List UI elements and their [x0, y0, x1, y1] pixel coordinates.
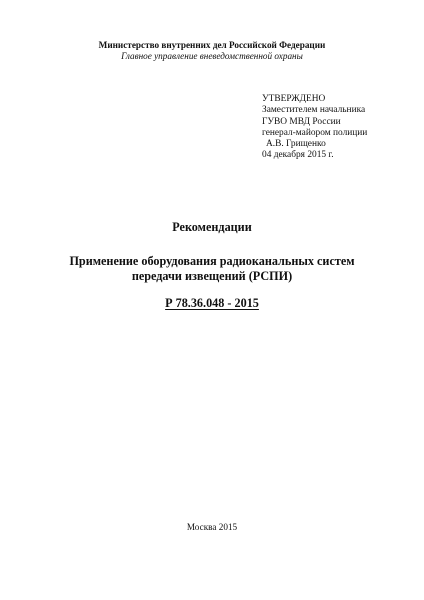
document-title-line1: Применение оборудования радиоканальных систем	[69, 254, 355, 268]
approval-block	[262, 94, 412, 162]
approval-signer: А.В. Грищенко	[266, 139, 326, 150]
approval-date: 04 декабря 2015 г.	[262, 150, 334, 161]
footer-city-year: Москва 2015	[186, 522, 238, 532]
approval-status: УТВЕРЖДЕНО	[262, 94, 326, 104]
approval-position-line2: ГУВО МВД России	[262, 116, 341, 127]
document-title-line2: передачи извещений (РСПИ)	[131, 269, 293, 283]
document-type: Рекомендации	[172, 220, 252, 234]
approval-rank: генерал-майором полиции	[262, 127, 368, 138]
document-code	[0, 296, 424, 311]
document-code-text: Р 78.36.048 - 2015	[165, 296, 259, 310]
approval-position-line1: Заместителем начальника	[262, 105, 366, 116]
document-title	[0, 254, 424, 284]
department-name: Главное управление вневедомственной охраны	[121, 51, 303, 61]
ministry-name: Министерство внутренних дел Российской Федерации	[98, 40, 326, 50]
